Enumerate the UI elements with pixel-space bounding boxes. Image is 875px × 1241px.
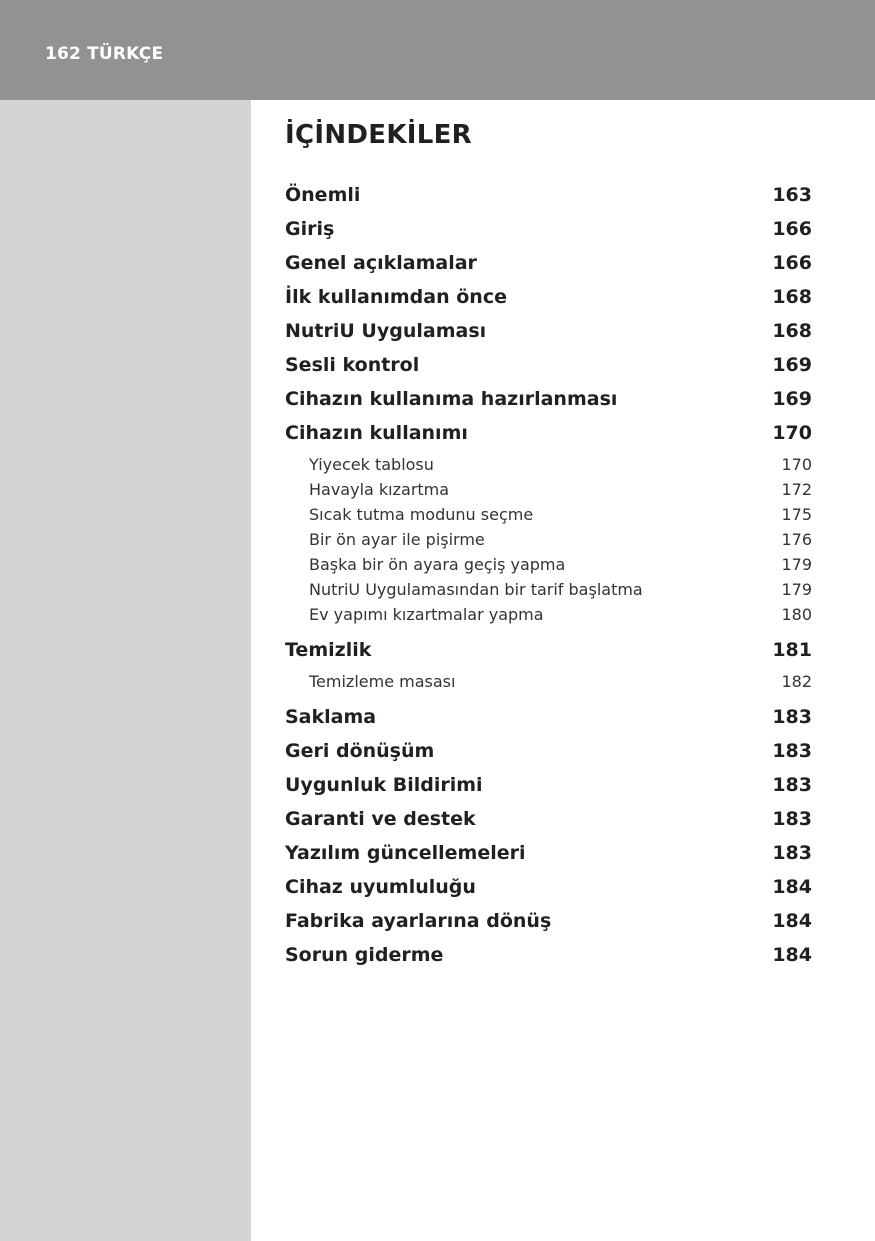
- toc-entry[interactable]: [285, 836, 812, 870]
- toc-entry-page: 169: [772, 388, 812, 410]
- toc-entry[interactable]: [285, 938, 812, 972]
- toc-entry-label: Temizlik: [285, 639, 372, 661]
- toc-entry[interactable]: [285, 700, 812, 734]
- toc-subentry-page: 179: [781, 555, 812, 574]
- toc-subentry-label: NutriU Uygulamasından bir tarif başlatma: [309, 580, 643, 599]
- toc-subentry-label: Ev yapımı kızartmalar yapma: [309, 605, 544, 624]
- toc-entry-label: Genel açıklamalar: [285, 252, 477, 274]
- toc-subentry-page: 172: [781, 480, 812, 499]
- toc-entry-label: Giriş: [285, 218, 335, 240]
- toc-subentry[interactable]: [285, 502, 812, 527]
- toc-entry-label: Saklama: [285, 706, 377, 728]
- toc-subentry-page: 180: [781, 605, 812, 624]
- toc-entry-page: 184: [772, 944, 812, 966]
- toc-subentry-label: Havayla kızartma: [309, 480, 450, 499]
- toc-entry-page: 169: [772, 354, 812, 376]
- header-band: [0, 0, 875, 100]
- toc-entry-label: Cihaz uyumluluğu: [285, 876, 476, 898]
- toc-entry-page: 183: [772, 808, 812, 830]
- toc-entry[interactable]: [285, 348, 812, 382]
- toc-entry-label: Uygunluk Bildirimi: [285, 774, 483, 796]
- toc-entry[interactable]: [285, 734, 812, 768]
- toc-entry[interactable]: [285, 802, 812, 836]
- toc-subentry-label: Temizleme masası: [309, 672, 456, 691]
- toc-entry-page: 166: [772, 218, 812, 240]
- toc-subentry-label: Başka bir ön ayara geçiş yapma: [309, 555, 566, 574]
- toc-entry-label: Geri dönüşüm: [285, 740, 435, 762]
- toc-entry[interactable]: [285, 870, 812, 904]
- toc-entry-page: 181: [772, 639, 812, 661]
- toc-subentry-page: 182: [781, 672, 812, 691]
- toc-entry[interactable]: [285, 904, 812, 938]
- toc-entry-label: Sorun giderme: [285, 944, 444, 966]
- toc-entry-page: 168: [772, 286, 812, 308]
- toc-entry-page: 183: [772, 842, 812, 864]
- toc-subentry[interactable]: [285, 577, 812, 602]
- toc-subentry-page: 176: [781, 530, 812, 549]
- toc-entry[interactable]: [285, 382, 812, 416]
- toc-entry[interactable]: [285, 178, 812, 212]
- header-language: TÜRKÇE: [87, 44, 164, 64]
- sidebar-band: [0, 100, 251, 1241]
- toc-subentry-label: Sıcak tutma modunu seçme: [309, 505, 534, 524]
- toc-entry[interactable]: [285, 314, 812, 348]
- toc-subsection-group: [285, 450, 812, 633]
- toc-subentry[interactable]: [285, 452, 812, 477]
- toc-entry-label: Önemli: [285, 184, 361, 206]
- toc-subentry-page: 179: [781, 580, 812, 599]
- toc-entry-page: 183: [772, 774, 812, 796]
- page-title: İÇİNDEKİLER: [285, 120, 473, 150]
- toc-subentry-page: 175: [781, 505, 812, 524]
- toc-entry-page: 170: [772, 422, 812, 444]
- toc-subentry[interactable]: [285, 527, 812, 552]
- toc-subentry[interactable]: [285, 477, 812, 502]
- running-header: [45, 44, 163, 64]
- toc-entry-page: 183: [772, 706, 812, 728]
- toc-subsection-group: [285, 667, 812, 700]
- toc-entry-label: Cihazın kullanıma hazırlanması: [285, 388, 618, 410]
- toc-subentry-page: 170: [781, 455, 812, 474]
- toc-subentry[interactable]: [285, 669, 812, 694]
- page-number: 162: [45, 44, 82, 64]
- toc-entry-label: Sesli kontrol: [285, 354, 420, 376]
- toc-entry-label: Yazılım güncellemeleri: [285, 842, 526, 864]
- toc-entry-page: 166: [772, 252, 812, 274]
- toc-entry[interactable]: [285, 246, 812, 280]
- toc-subentry-label: Bir ön ayar ile pişirme: [309, 530, 485, 549]
- toc-entry-page: 184: [772, 876, 812, 898]
- toc-entry-label: Cihazın kullanımı: [285, 422, 468, 444]
- table-of-contents: [285, 117, 812, 972]
- toc-entry-label: İlk kullanımdan önce: [285, 286, 507, 308]
- toc-entry[interactable]: [285, 768, 812, 802]
- toc-list: [285, 178, 812, 972]
- toc-subentry[interactable]: [285, 602, 812, 627]
- toc-entry[interactable]: [285, 633, 812, 667]
- toc-entry-page: 183: [772, 740, 812, 762]
- toc-entry-label: Fabrika ayarlarına dönüş: [285, 910, 552, 932]
- toc-subentry-label: Yiyecek tablosu: [309, 455, 434, 474]
- toc-entry-page: 184: [772, 910, 812, 932]
- toc-entry-label: Garanti ve destek: [285, 808, 476, 830]
- toc-subentry[interactable]: [285, 552, 812, 577]
- toc-entry[interactable]: [285, 212, 812, 246]
- toc-entry[interactable]: [285, 416, 812, 450]
- toc-entry-page: 163: [772, 184, 812, 206]
- toc-entry-label: NutriU Uygulaması: [285, 320, 487, 342]
- toc-entry-page: 168: [772, 320, 812, 342]
- toc-entry[interactable]: [285, 280, 812, 314]
